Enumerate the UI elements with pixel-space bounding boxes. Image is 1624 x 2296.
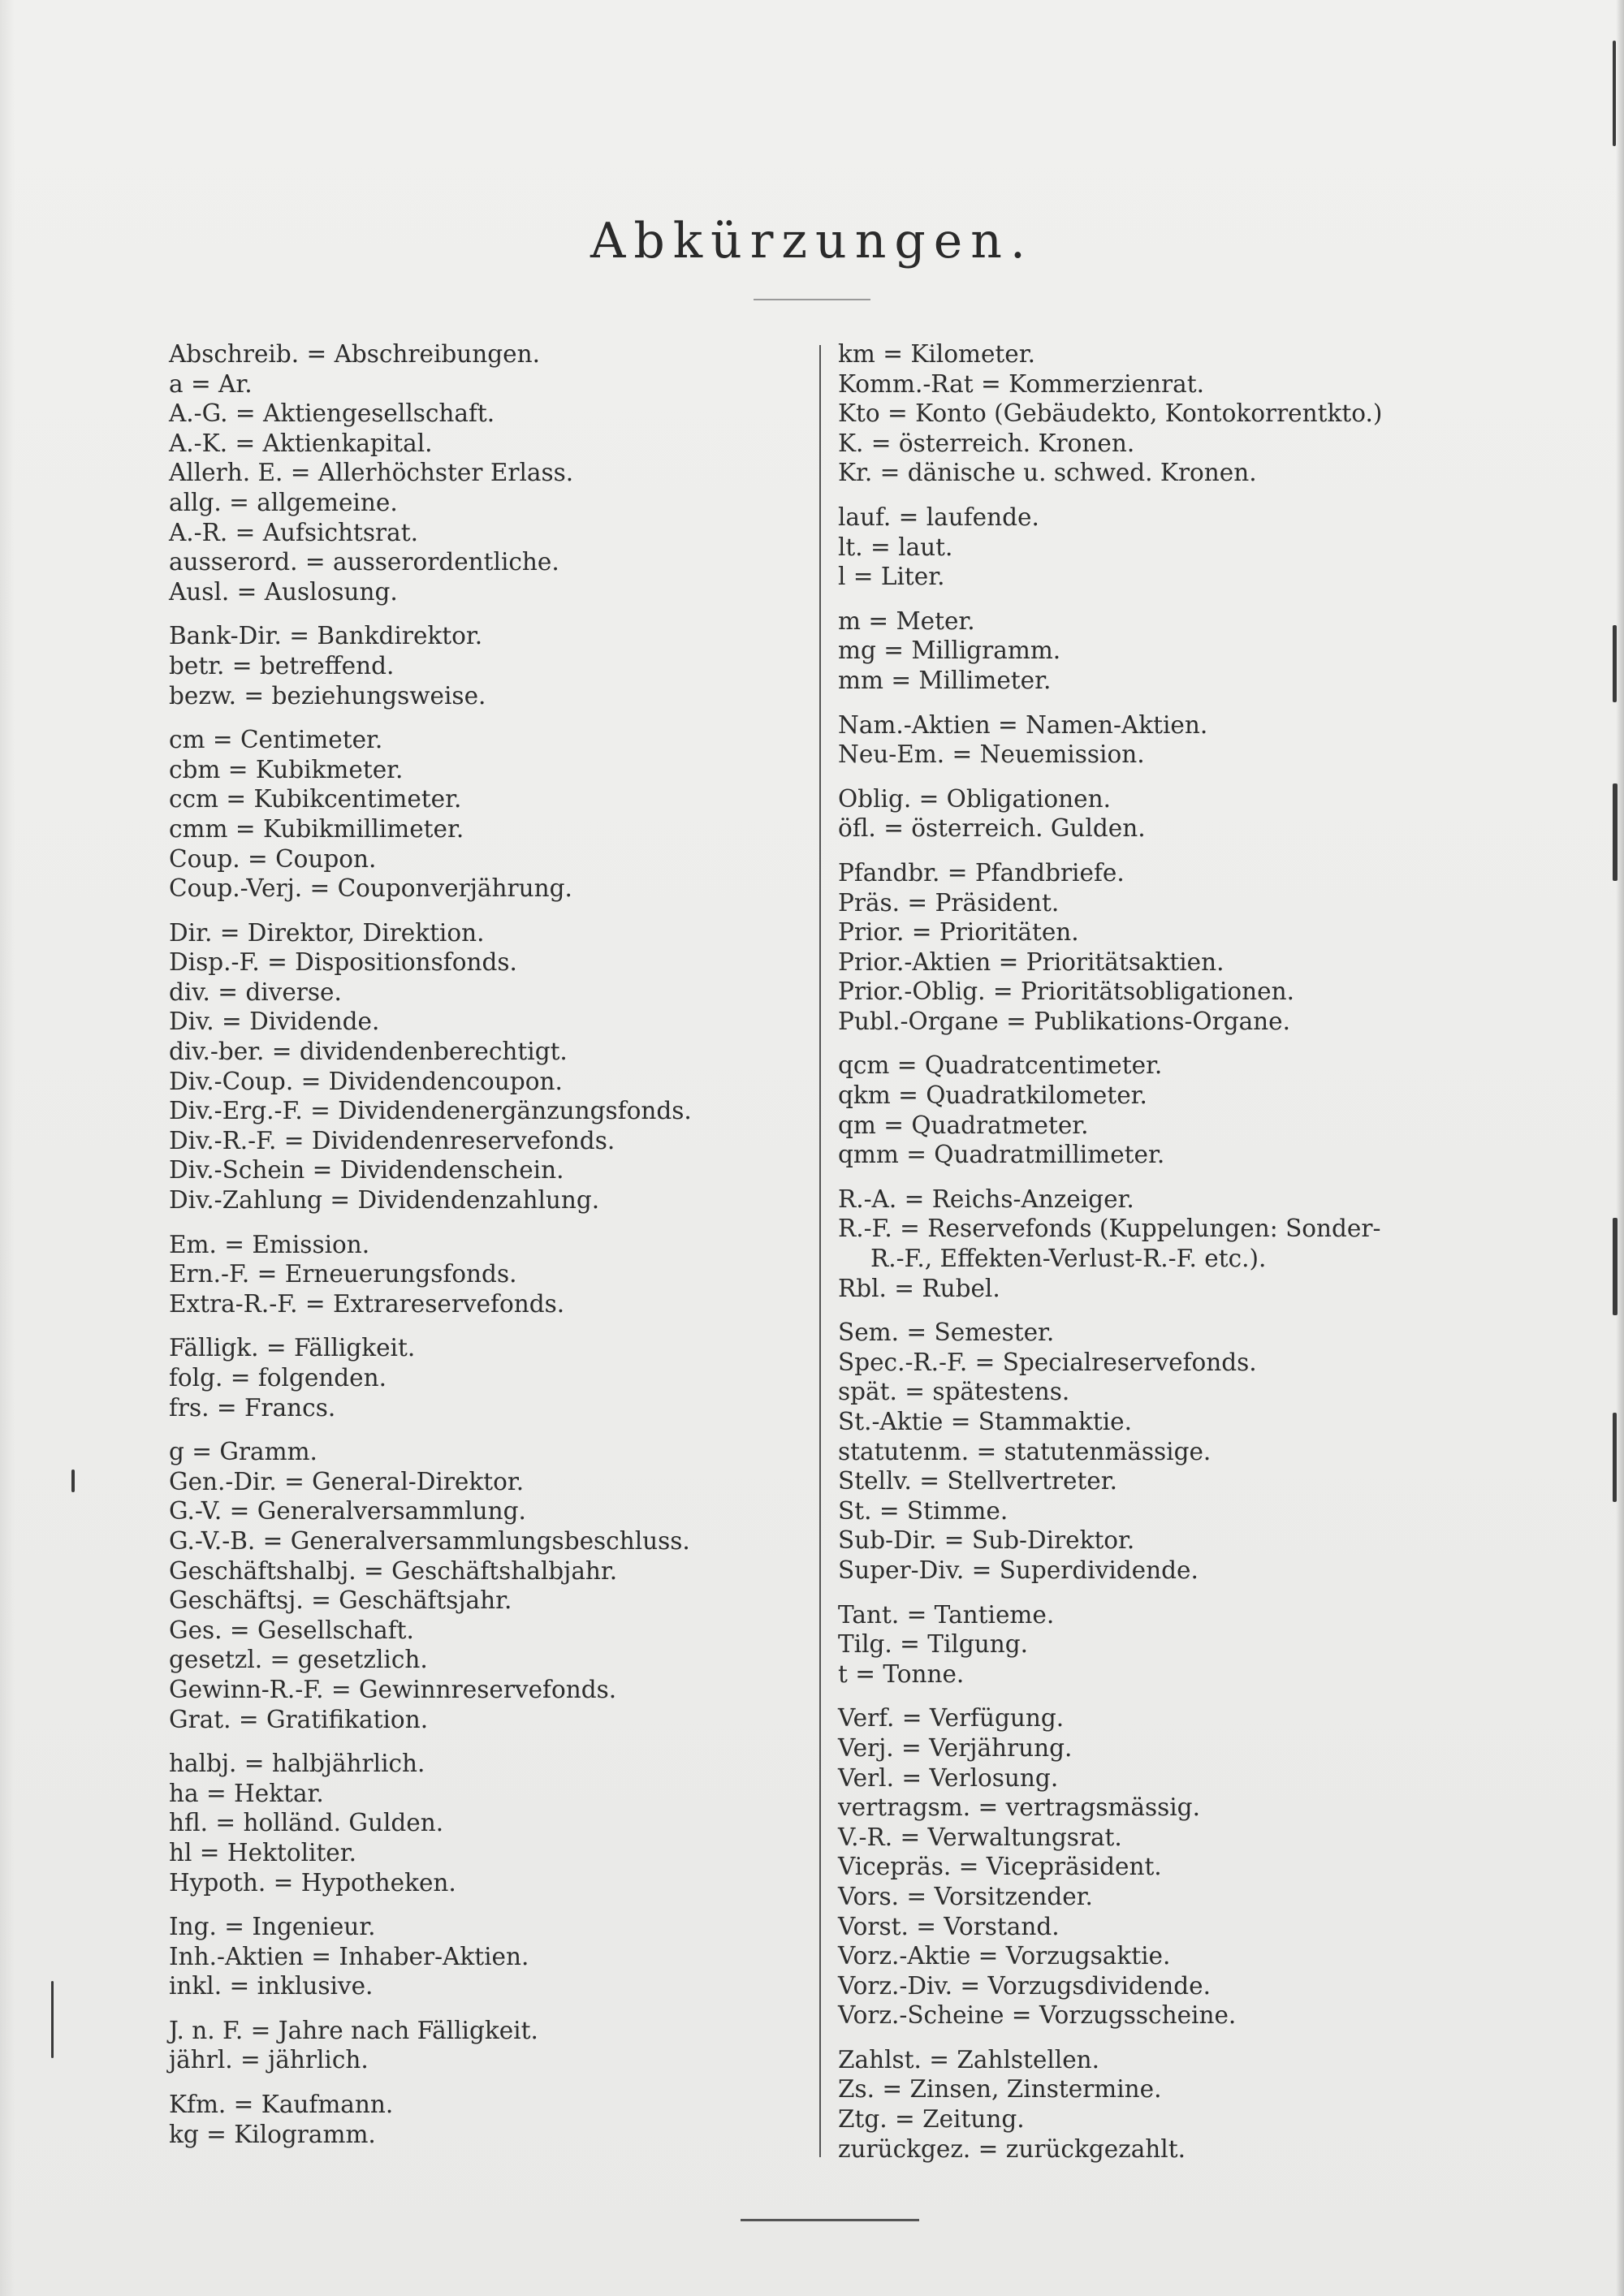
abbreviation-entry: Spec.-R.-F. = Specialreservefonds.: [838, 1348, 1257, 1376]
abbreviation-group: [838, 503, 1553, 592]
abbreviation-entry: vertragsm. = vertragsmässig.: [838, 1793, 1200, 1822]
abbreviation-group: [169, 1749, 810, 1897]
bottom-rule: [741, 2219, 919, 2221]
abbreviation-entry: statutenm. = statutenmässige.: [838, 1437, 1212, 1465]
abbreviation-entry: Tilg. = Tilgung.: [838, 1630, 1028, 1659]
abbreviation-entry: Prior. = Prioritäten.: [838, 918, 1079, 947]
abbreviation-entry: mm = Millimeter.: [838, 666, 1052, 694]
abbreviation-entry: Div.-R.-F. = Dividendenreservefonds.: [169, 1126, 615, 1154]
abbreviation-entry: Präs. = Präsident.: [838, 888, 1060, 917]
abbreviation-entry: Vorz.-Scheine = Vorzugsscheine.: [838, 2001, 1237, 2030]
abbreviation-entry: Prior.-Aktien = Prioritätsaktien.: [838, 947, 1224, 976]
abbreviation-entry: St.-Aktie = Stammaktie.: [838, 1408, 1132, 1435]
abbreviation-entry: Rbl. = Rubel.: [838, 1274, 1000, 1302]
abbreviation-entry: Kfm. = Kaufmann.: [169, 2091, 394, 2119]
abbreviation-group: [838, 1051, 1553, 1169]
abbreviation-entry: Vicepräs. = Vicepräsident.: [838, 1853, 1162, 1881]
abbreviation-entry: lt. = laut.: [838, 533, 953, 561]
abbreviation-entry: Zahlst. = Zahlstellen.: [838, 2045, 1100, 2074]
left-column: [169, 339, 810, 2164]
abbreviation-entry: Div.-Coup. = Dividendencoupon.: [169, 1067, 563, 1095]
abbreviation-entry: A.-G. = Aktiengesellschaft.: [169, 399, 495, 428]
scan-artifact: [51, 1981, 54, 2058]
abbreviation-entry: Sem. = Semester.: [838, 1318, 1055, 1347]
abbreviation-entry: Neu-Em. = Neuemission.: [838, 740, 1145, 769]
column-divider: [819, 345, 821, 2157]
abbreviation-entry: zurückgez. = zurückgezahlt.: [838, 2134, 1186, 2163]
abbreviation-entry: mg = Milligramm.: [838, 637, 1061, 665]
abbreviation-entry: bezw. = beziehungsweise.: [169, 681, 486, 710]
abbreviation-entry: a = Ar.: [169, 369, 253, 398]
scan-artifact: [1613, 1413, 1617, 1502]
abbreviation-group: [169, 339, 810, 606]
abbreviation-entry: jährl. = jährlich.: [169, 2046, 369, 2074]
abbreviation-entry: betr. = betreffend.: [169, 651, 395, 680]
abbreviation-group: [838, 1185, 1553, 1303]
abbreviation-entry: ccm = Kubikcentimeter.: [169, 785, 462, 814]
abbreviation-entry: inkl. = inklusive.: [169, 1972, 374, 2000]
abbreviation-entry: öfl. = österreich. Gulden.: [838, 814, 1146, 843]
abbreviation-entry: ausserord. = ausserordentliche.: [169, 548, 559, 576]
abbreviation-entry: qm = Quadratmeter.: [838, 1111, 1089, 1139]
abbreviation-entry: Oblig. = Obligationen.: [838, 784, 1111, 813]
abbreviation-entry: hl = Hektoliter.: [169, 1838, 357, 1867]
abbreviation-entry: Div.-Erg.-F. = Dividendenergänzungsfonds.: [169, 1097, 692, 1125]
abbreviation-entry: Disp.-F. = Dispositionsfonds.: [169, 948, 517, 977]
abbreviation-entry: R.-F. = Reservefonds (Kuppelungen: Sonder-: [838, 1215, 1381, 1243]
abbreviation-entry: lauf. = laufende.: [838, 503, 1039, 531]
abbreviation-group: [838, 339, 1553, 488]
scan-artifact: [1613, 1218, 1618, 1315]
abbreviation-entry: Verf. = Verfügung.: [838, 1704, 1065, 1733]
abbreviation-group: [169, 1437, 810, 1734]
abbreviation-entry: Publ.-Organe = Publikations-Organe.: [838, 1007, 1291, 1035]
abbreviation-entry: K. = österreich. Kronen.: [838, 429, 1135, 457]
abbreviation-group: [838, 784, 1553, 844]
abbreviation-entry: Gewinn-R.-F. = Gewinnreservefonds.: [169, 1675, 617, 1703]
abbreviation-entry: Inh.-Aktien = Inhaber-Aktien.: [169, 1942, 529, 1970]
abbreviation-entry: R.-F., Effekten-Verlust-R.-F. etc.).: [870, 1245, 1267, 1273]
abbreviation-entry: Geschäftsj. = Geschäftsjahr.: [169, 1586, 512, 1615]
title-rule: [754, 299, 870, 300]
abbreviation-entry: Nam.-Aktien = Namen-Aktien.: [838, 710, 1208, 739]
abbreviation-group: [838, 858, 1553, 1037]
abbreviation-entry: Gen.-Dir. = General-Direktor.: [169, 1467, 525, 1495]
abbreviation-group: [169, 1333, 810, 1422]
abbreviation-entry: div.-ber. = dividendenberechtigt.: [169, 1038, 568, 1066]
abbreviation-group: [169, 918, 810, 1215]
abbreviation-entry: Kr. = dänische u. schwed. Kronen.: [838, 459, 1257, 487]
abbreviation-entry: Extra-R.-F. = Extrareservefonds.: [169, 1289, 565, 1318]
abbreviation-entry: Allerh. E. = Allerhöchster Erlass.: [169, 459, 574, 487]
abbreviation-entry: J. n. F. = Jahre nach Fälligkeit.: [169, 2016, 538, 2044]
abbreviation-entry: Stellv. = Stellvertreter.: [838, 1467, 1117, 1495]
abbreviation-entry: Verl. = Verlosung.: [838, 1763, 1059, 1792]
abbreviation-entry: Div.-Schein = Dividendenschein.: [169, 1156, 564, 1185]
abbreviation-entry: A.-K. = Aktienkapital.: [169, 429, 433, 457]
right-column: [838, 339, 1553, 2178]
abbreviation-entry: G.-V. = Generalversammlung.: [169, 1497, 526, 1526]
abbreviation-entry: Ausl. = Auslosung.: [169, 577, 398, 606]
abbreviation-entry: Tant. = Tantieme.: [838, 1600, 1055, 1629]
abbreviation-group: [838, 1703, 1553, 2031]
abbreviation-group: [838, 1318, 1553, 1585]
abbreviation-entry: qmm = Quadratmillimeter.: [838, 1141, 1165, 1169]
abbreviation-group: [838, 606, 1553, 696]
abbreviation-entry: Div.-Zahlung = Dividendenzahlung.: [169, 1186, 600, 1215]
abbreviation-entry: div. = diverse.: [169, 978, 342, 1006]
abbreviation-entry: gesetzl. = gesetzlich.: [169, 1646, 428, 1674]
abbreviation-group: [169, 1230, 810, 1319]
abbreviation-group: [169, 1912, 810, 2001]
abbreviation-entry: Grat. = Gratifikation.: [169, 1705, 429, 1733]
page-edge-shadow-right: [1616, 0, 1624, 2296]
page-title: Abkürzungen.: [590, 213, 1034, 270]
scan-artifact: [1613, 41, 1616, 146]
page-edge-shadow-left: [0, 0, 15, 2296]
abbreviation-entry: folg. = folgenden.: [169, 1364, 387, 1392]
abbreviation-entry: G.-V.-B. = Generalversammlungsbeschluss.: [169, 1526, 690, 1555]
abbreviation-entry: m = Meter.: [838, 606, 975, 635]
abbreviation-entry: t = Tonne.: [838, 1659, 965, 1688]
abbreviation-entry: Vorz.-Div. = Vorzugsdividende.: [838, 1971, 1211, 2000]
abbreviation-entry: l = Liter.: [838, 563, 945, 591]
abbreviation-entry: spät. = spätestens.: [838, 1378, 1070, 1406]
abbreviation-entry: cmm = Kubikmillimeter.: [169, 814, 464, 843]
abbreviation-entry: V.-R. = Verwaltungsrat.: [838, 1823, 1122, 1851]
abbreviation-entry: Super-Div. = Superdividende.: [838, 1556, 1199, 1584]
scan-artifact: [1613, 783, 1618, 881]
abbreviation-entry: Vors. = Vorsitzender.: [838, 1882, 1093, 1910]
abbreviation-entry: Ztg. = Zeitung.: [838, 2105, 1025, 2134]
abbreviation-entry: Bank-Dir. = Bankdirektor.: [169, 622, 483, 650]
abbreviation-entry: ha = Hektar.: [169, 1779, 324, 1807]
abbreviation-entry: Ges. = Gesellschaft.: [169, 1616, 414, 1644]
abbreviation-entry: Komm.-Rat = Kommerzienrat.: [838, 369, 1204, 398]
abbreviation-group: [169, 2016, 810, 2075]
abbreviation-entry: halbj. = halbjährlich.: [169, 1750, 425, 1778]
abbreviation-entry: qkm = Quadratkilometer.: [838, 1081, 1147, 1110]
abbreviation-entry: kg = Kilogramm.: [169, 2120, 376, 2148]
abbreviation-entry: Coup. = Coupon.: [169, 844, 377, 873]
abbreviation-entry: Hypoth. = Hypotheken.: [169, 1868, 456, 1897]
abbreviation-entry: Vorst. = Vorstand.: [838, 1912, 1060, 1940]
abbreviation-entry: A.-R. = Aufsichtsrat.: [169, 518, 418, 546]
abbreviation-entry: g = Gramm.: [169, 1438, 317, 1466]
abbreviation-entry: cbm = Kubikmeter.: [169, 755, 404, 783]
abbreviation-entry: Coup.-Verj. = Couponverjährung.: [169, 874, 572, 903]
abbreviation-entry: Kto = Konto (Gebäudekto, Kontokorrentkto.): [838, 399, 1383, 428]
abbreviation-entry: Fälligk. = Fälligkeit.: [169, 1334, 416, 1362]
abbreviation-group: [169, 2090, 810, 2149]
abbreviation-entry: Vorz.-Aktie = Vorzugsaktie.: [838, 1942, 1171, 1970]
abbreviation-group: [838, 2045, 1553, 2164]
abbreviation-entry: Ern.-F. = Erneuerungsfonds.: [169, 1260, 517, 1288]
abbreviation-entry: Prior.-Oblig. = Prioritätsobligationen.: [838, 978, 1295, 1006]
abbreviation-entry: St. = Stimme.: [838, 1496, 1009, 1525]
abbreviation-entry: Div. = Dividende.: [169, 1008, 380, 1036]
abbreviation-entry: Abschreib. = Abschreibungen.: [169, 340, 541, 368]
abbreviation-group: [169, 621, 810, 710]
abbreviation-group: [838, 710, 1553, 770]
abbreviation-entry: allg. = allgemeine.: [169, 488, 398, 516]
scan-artifact: [71, 1470, 75, 1492]
abbreviation-entry: Zs. = Zinsen, Zinstermine.: [838, 2075, 1162, 2104]
abbreviation-entry: qcm = Quadratcentimeter.: [838, 1051, 1163, 1080]
scan-artifact: [1613, 625, 1617, 702]
abbreviation-entry: km = Kilometer.: [838, 340, 1035, 368]
abbreviation-entry: R.-A. = Reichs-Anzeiger.: [838, 1185, 1134, 1213]
abbreviation-entry: Pfandbr. = Pfandbriefe.: [838, 858, 1125, 887]
abbreviation-entry: Sub-Dir. = Sub-Direktor.: [838, 1526, 1135, 1555]
abbreviation-group: [838, 1600, 1553, 1690]
abbreviation-entry: Verj. = Verjährung.: [838, 1733, 1073, 1762]
abbreviation-entry: cm = Centimeter.: [169, 726, 383, 754]
abbreviation-entry: hfl. = holländ. Gulden.: [169, 1809, 444, 1837]
abbreviation-entry: Geschäftshalbj. = Geschäftshalbjahr.: [169, 1556, 618, 1585]
abbreviation-entry: Em. = Emission.: [169, 1230, 370, 1258]
abbreviation-entry: frs. = Francs.: [169, 1393, 336, 1422]
abbreviation-group: [169, 725, 810, 904]
abbreviation-entry: Dir. = Direktor, Direktion.: [169, 918, 485, 947]
abbreviation-entry: Ing. = Ingenieur.: [169, 1913, 376, 1941]
